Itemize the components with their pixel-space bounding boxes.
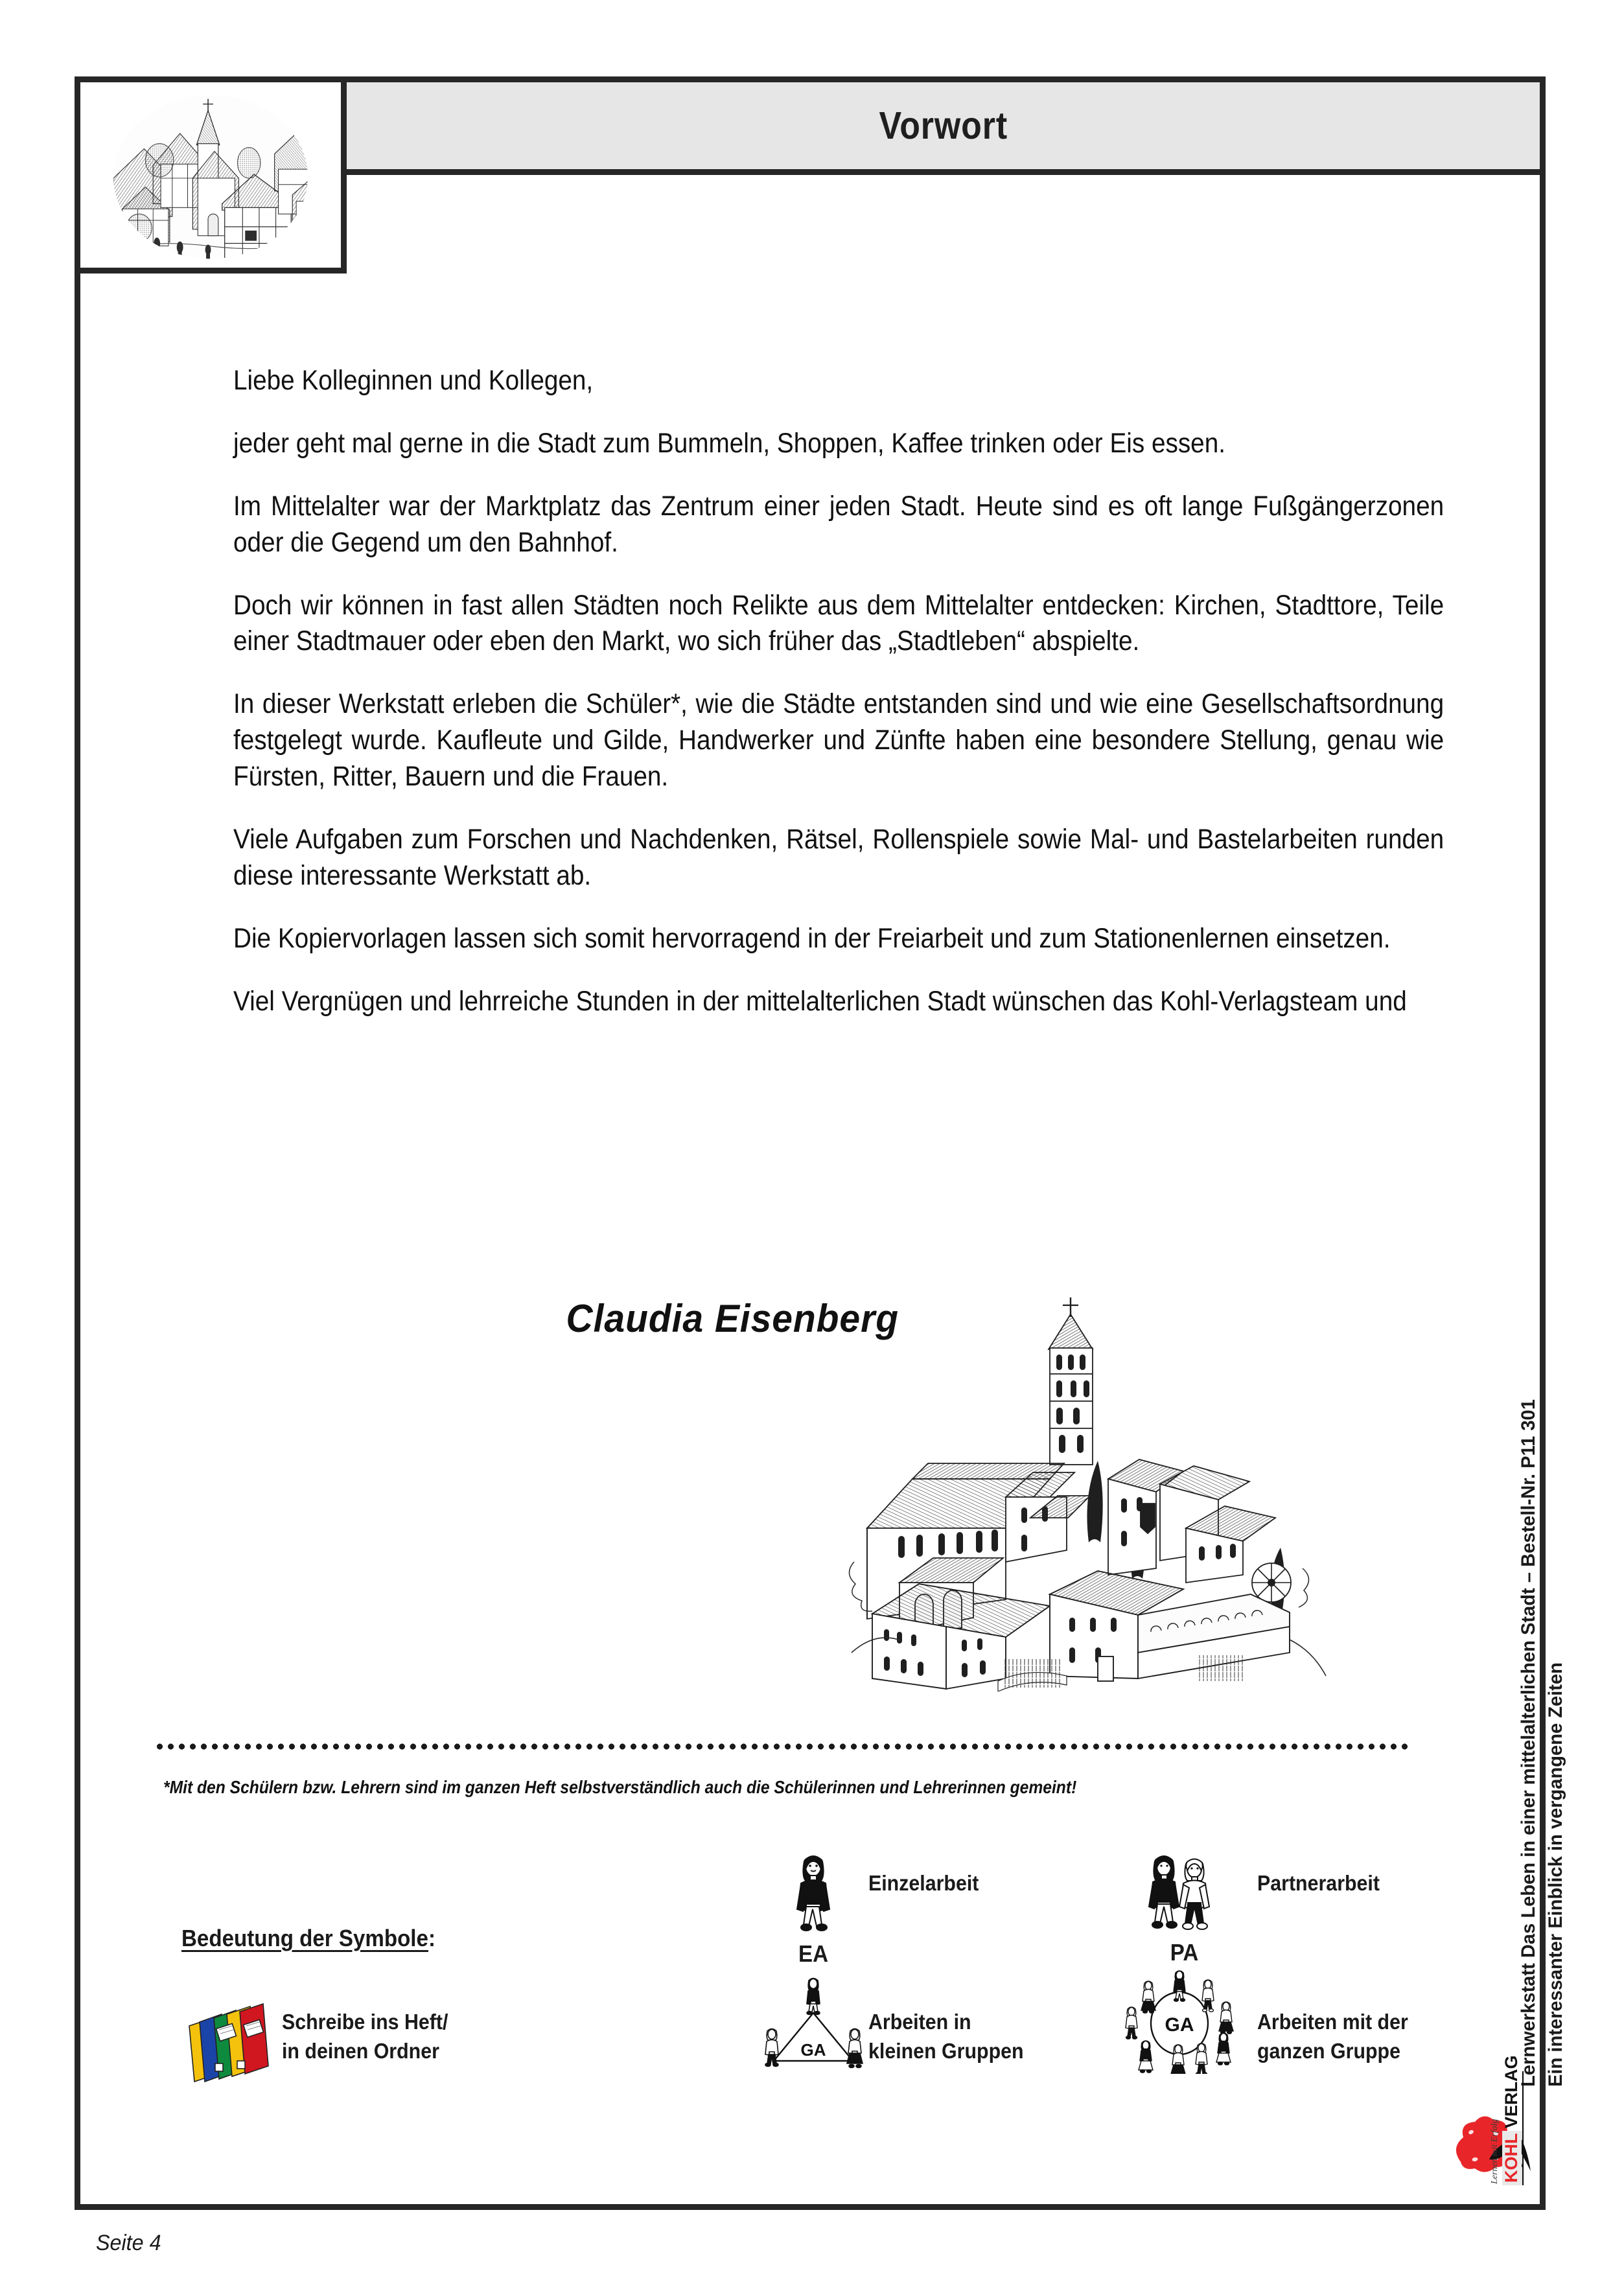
two-pupils-icon — [1141, 1846, 1228, 1936]
legend-label-notebooks-line2: in deinen Ordner — [282, 2038, 439, 2063]
author-signature: Claudia Eisenberg — [566, 1297, 899, 1340]
kohl-verlag-logo — [1449, 2035, 1546, 2205]
legend-label-whole-group-line2: ganzen Gruppe — [1257, 2038, 1400, 2063]
svg-text:GA: GA — [1165, 2014, 1194, 2036]
symbol-legend — [156, 1834, 1426, 2139]
exercise-books-icon — [181, 1996, 272, 2087]
paragraph-3: Doch wir können in fast allen Städten noch Relikte aus dem Mittelalter entdecken: Kirchen, Stadttore, Teile einer Stadtmauer oder eben den Markt, wo sich früher das „Stadtleben“ abspielte. — [233, 589, 1444, 657]
legend-title-underlined: Bedeutung der Symbole — [181, 1925, 428, 1951]
paragraph-6: Die Kopiervorlagen lassen sich somit hervorragend in der Freiarbeit und zum Stationenlernen einsetzen. — [233, 922, 1391, 954]
legend-label-small-group-line2: kleinen Gruppen — [868, 2038, 1024, 2063]
legend-label-whole-group — [1257, 2008, 1408, 2065]
legend-code-pa: PA — [1170, 1939, 1199, 1966]
page-header — [75, 76, 1546, 273]
legend-label-notebooks — [282, 2008, 448, 2065]
paragraph-4: In dieser Werkstatt erleben die Schüler*, wie die Städte entstanden sind und wie eine Gesellschaftsordnung festgelegt wurde. Kaufleute und Gilde, Handwerker und Zünfte haben eine besondere Stellung, genau wie Fürsten, Ritter, Bauern und die Frauen. — [233, 688, 1444, 793]
legend-label-small-group — [868, 2008, 1024, 2065]
legend-title — [181, 1925, 435, 1952]
svg-text:GA: GA — [800, 2040, 826, 2060]
vertical-edition-info — [1471, 1257, 1566, 2113]
single-pupil-icon — [778, 1847, 849, 1938]
page-title: Vorwort — [879, 104, 1008, 147]
salutation: Liebe Kolleginnen und Kollegen, — [233, 365, 594, 396]
paragraph-1: jeder geht mal gerne in die Stadt zum Bummeln, Shoppen, Kaffee trinken oder Eis essen. — [233, 427, 1225, 459]
preface-body — [233, 363, 1445, 1047]
svg-text:KOHL: KOHL — [1502, 2133, 1521, 2183]
legend-label-pa: Partnerarbeit — [1257, 1871, 1380, 1895]
page-title-banner — [347, 76, 1546, 175]
legend-code-ea: EA — [798, 1940, 828, 1967]
small-group-triangle-icon — [758, 1975, 868, 2073]
paragraph-2: Im Mittelalter war der Marktplatz das Zentrum einer jeden Stadt. Heute sind es oft lange Fußgängerzonen oder die Gegend um den Bahnhof. — [233, 490, 1444, 558]
legend-label-small-group-line1: Arbeiten in — [868, 2010, 971, 2034]
paragraph-5: Viele Aufgaben zum Forschen und Nachdenken, Rätsel, Rollenspiele sowie Mal- und Bastelarbeiten runden diese interessante Werkstatt ab. — [233, 824, 1444, 891]
legend-label-whole-group-line1: Arbeiten mit der — [1257, 2010, 1408, 2034]
whole-group-circle-icon — [1115, 1970, 1244, 2074]
header-illustration-box — [75, 76, 347, 273]
legend-title-colon: : — [428, 1925, 435, 1951]
svg-text:Lernen mit Erfolg: Lernen mit Erfolg — [1490, 2119, 1500, 2184]
medieval-town-engraving-icon — [80, 82, 341, 268]
svg-text:VERLAG: VERLAG — [1502, 2055, 1521, 2128]
edition-line-1: Lernwerkstatt Das Leben in einer mittelalterlichen Stadt – Bestell-Nr. P11 301 — [1518, 1399, 1539, 2087]
edition-line-2: Ein interessanter Einblick in vergangene Zeiten — [1545, 1662, 1566, 2087]
legend-label-ea: Einzelarbeit — [868, 1871, 979, 1895]
dotted-divider — [154, 1743, 1411, 1750]
paragraph-7: Viel Vergnügen und lehrreiche Stunden in der mittelalterlichen Stadt wünschen das Kohl-Verlagsteam und — [233, 985, 1407, 1017]
medieval-monastery-drawing-icon — [836, 1290, 1341, 1691]
legend-label-notebooks-line1: Schreibe ins Heft/ — [282, 2010, 448, 2034]
page-number: Seite 4 — [96, 2231, 161, 2255]
gender-footnote: *Mit den Schülern bzw. Lehrern sind im ganzen Heft selbstverständlich auch die Schülerinnen und Lehrerinnen gemeint! — [163, 1777, 1077, 1797]
